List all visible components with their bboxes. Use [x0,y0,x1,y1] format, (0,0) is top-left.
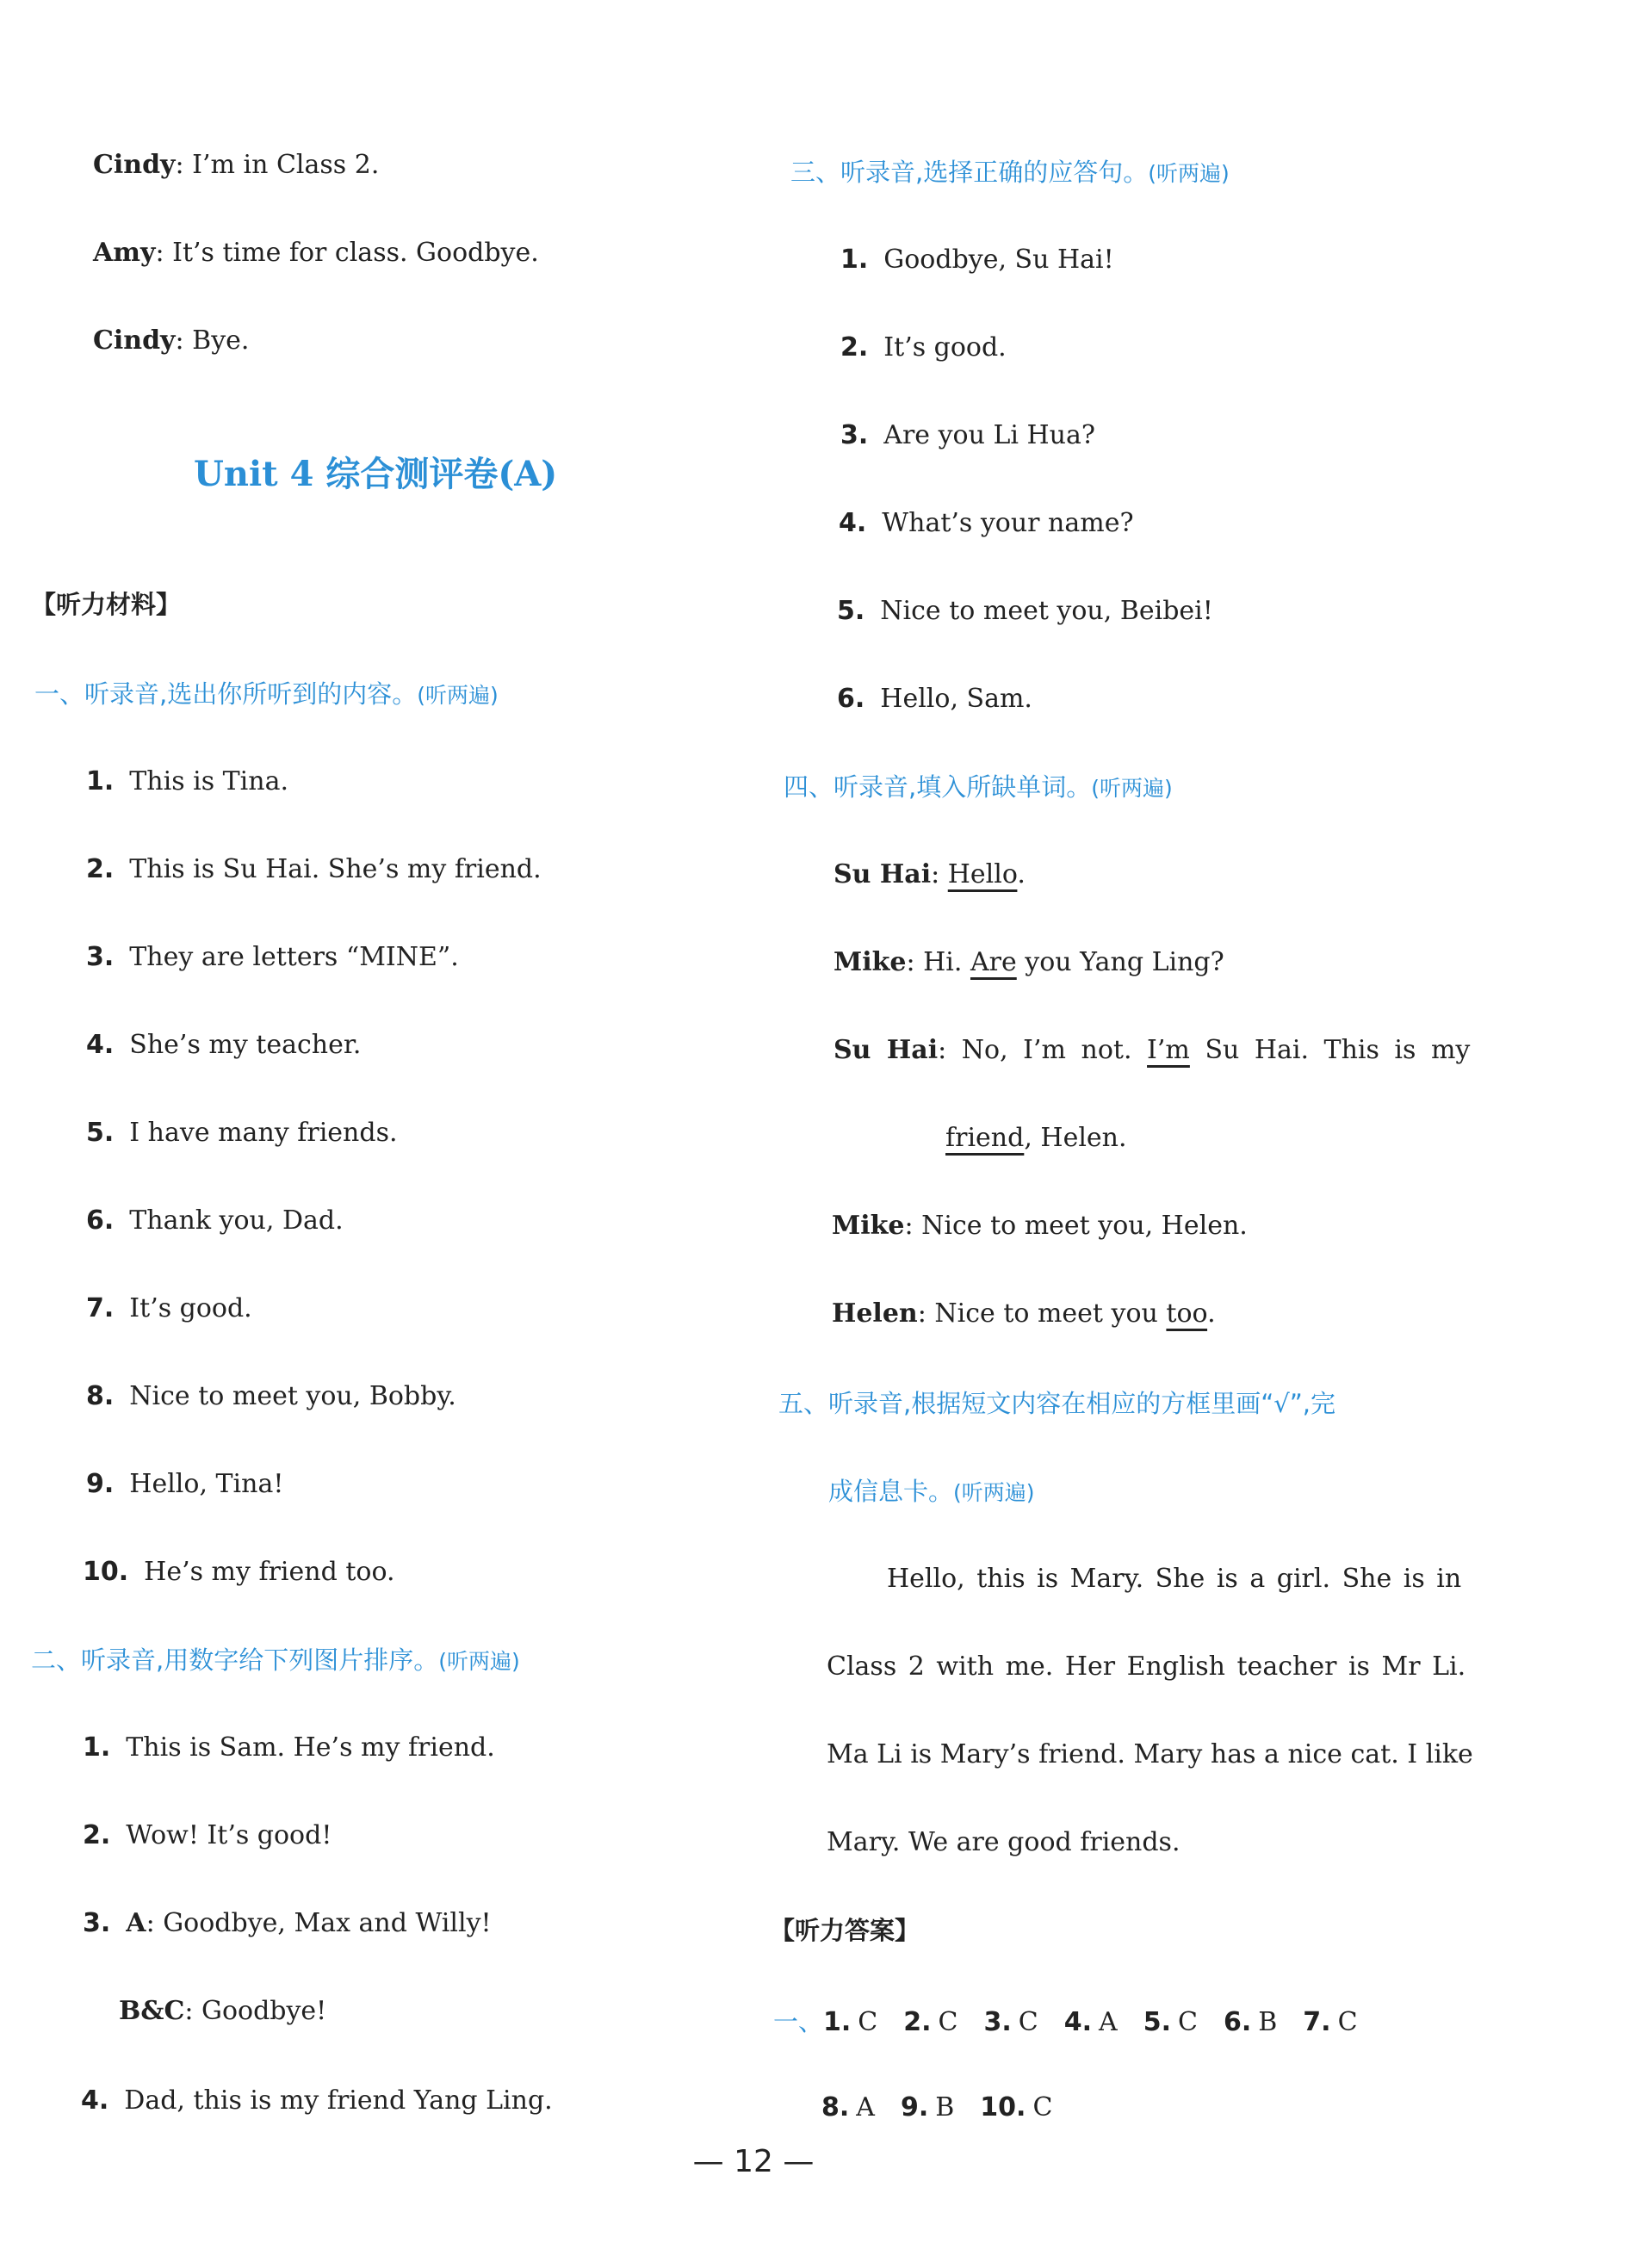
section-heading-3: 三、听录音,选择正确的应答句。(听两遍) [790,158,1230,187]
list-item: 2. It’s good. [840,332,1007,363]
section-heading-4: 四、听录音,填入所缺单词。(听两遍) [784,772,1173,802]
answers-row: 8. A 9. B 10. C [821,2092,1053,2122]
list-item: 1. This is Tina. [86,766,289,796]
dialog-line: friend, Helen. [945,1123,1127,1153]
dialog-line: Su Hai: No, I’m not. I’m Su Hai. This is my [833,1035,1471,1065]
list-item: 4. She’s my teacher. [86,1030,362,1060]
list-item: 7. It’s good. [86,1293,252,1323]
dialog-line: Mike: Hi. Are you Yang Ling? [833,947,1224,977]
list-item: B&C: Goodbye! [119,1996,327,2026]
dialog-line: Su Hai: Hello. [833,859,1026,889]
materials-tag: 【听力材料】 [31,590,182,619]
list-item: 10. He’s my friend too. [83,1557,395,1587]
passage-line: Class 2 with me. Her English teacher is Mr Li. [827,1651,1466,1682]
list-item: 1. This is Sam. He’s my friend. [83,1732,495,1763]
list-item: 5. I have many friends. [86,1118,398,1148]
list-item: 8. Nice to meet you, Bobby. [86,1381,456,1411]
passage-line: Mary. We are good friends. [827,1827,1181,1857]
dialog-line: Amy: It’s time for class. Goodbye. [93,238,539,268]
dialog-line: Cindy: I’m in Class 2. [93,150,380,180]
dialog-line: Helen: Nice to meet you too. [832,1298,1216,1329]
section-heading-5-cont: 成信息卡。(听两遍) [828,1477,1035,1506]
list-item: 6. Hello, Sam. [837,684,1032,714]
answers-row: 一、1. C 2. C 3. C 4. A 5. C 6. B 7. C [773,2007,1358,2037]
list-item: 4. What’s your name? [839,508,1134,538]
page-number: — 12 — [692,2144,815,2179]
list-item: 9. Hello, Tina! [86,1469,284,1499]
list-item: 3. They are letters “MINE”. [86,942,459,972]
passage-line: Ma Li is Mary’s friend. Mary has a nice cat. I like [827,1739,1473,1769]
section-heading-1: 一、听录音,选出你所听到的内容。(听两遍) [34,679,499,709]
section-heading-2: 二、听录音,用数字给下列图片排序。(听两遍) [31,1645,520,1675]
list-item: 3. Are you Li Hua? [840,420,1095,450]
section-heading-5: 五、听录音,根据短文内容在相应的方框里画“√”,完 [778,1389,1335,1418]
dialog-line: Cindy: Bye. [93,325,250,356]
dialog-line: Mike: Nice to meet you, Helen. [832,1211,1248,1241]
list-item: 2. This is Su Hai. She’s my friend. [86,854,542,884]
unit-title: Unit 4 综合测评卷(A) [194,454,558,494]
list-item: 2. Wow! It’s good! [83,1820,332,1850]
list-item: 6. Thank you, Dad. [86,1205,344,1236]
list-item: 5. Nice to meet you, Beibei! [837,596,1213,626]
passage-line: Hello, this is Mary. She is a girl. She is in [887,1564,1462,1594]
list-item: 1. Goodbye, Su Hai! [840,245,1114,275]
answers-tag: 【听力答案】 [770,1916,920,1945]
list-item: 4. Dad, this is my friend Yang Ling. [81,2085,553,2116]
list-item: 3. A: Goodbye, Max and Willy! [83,1908,492,1938]
